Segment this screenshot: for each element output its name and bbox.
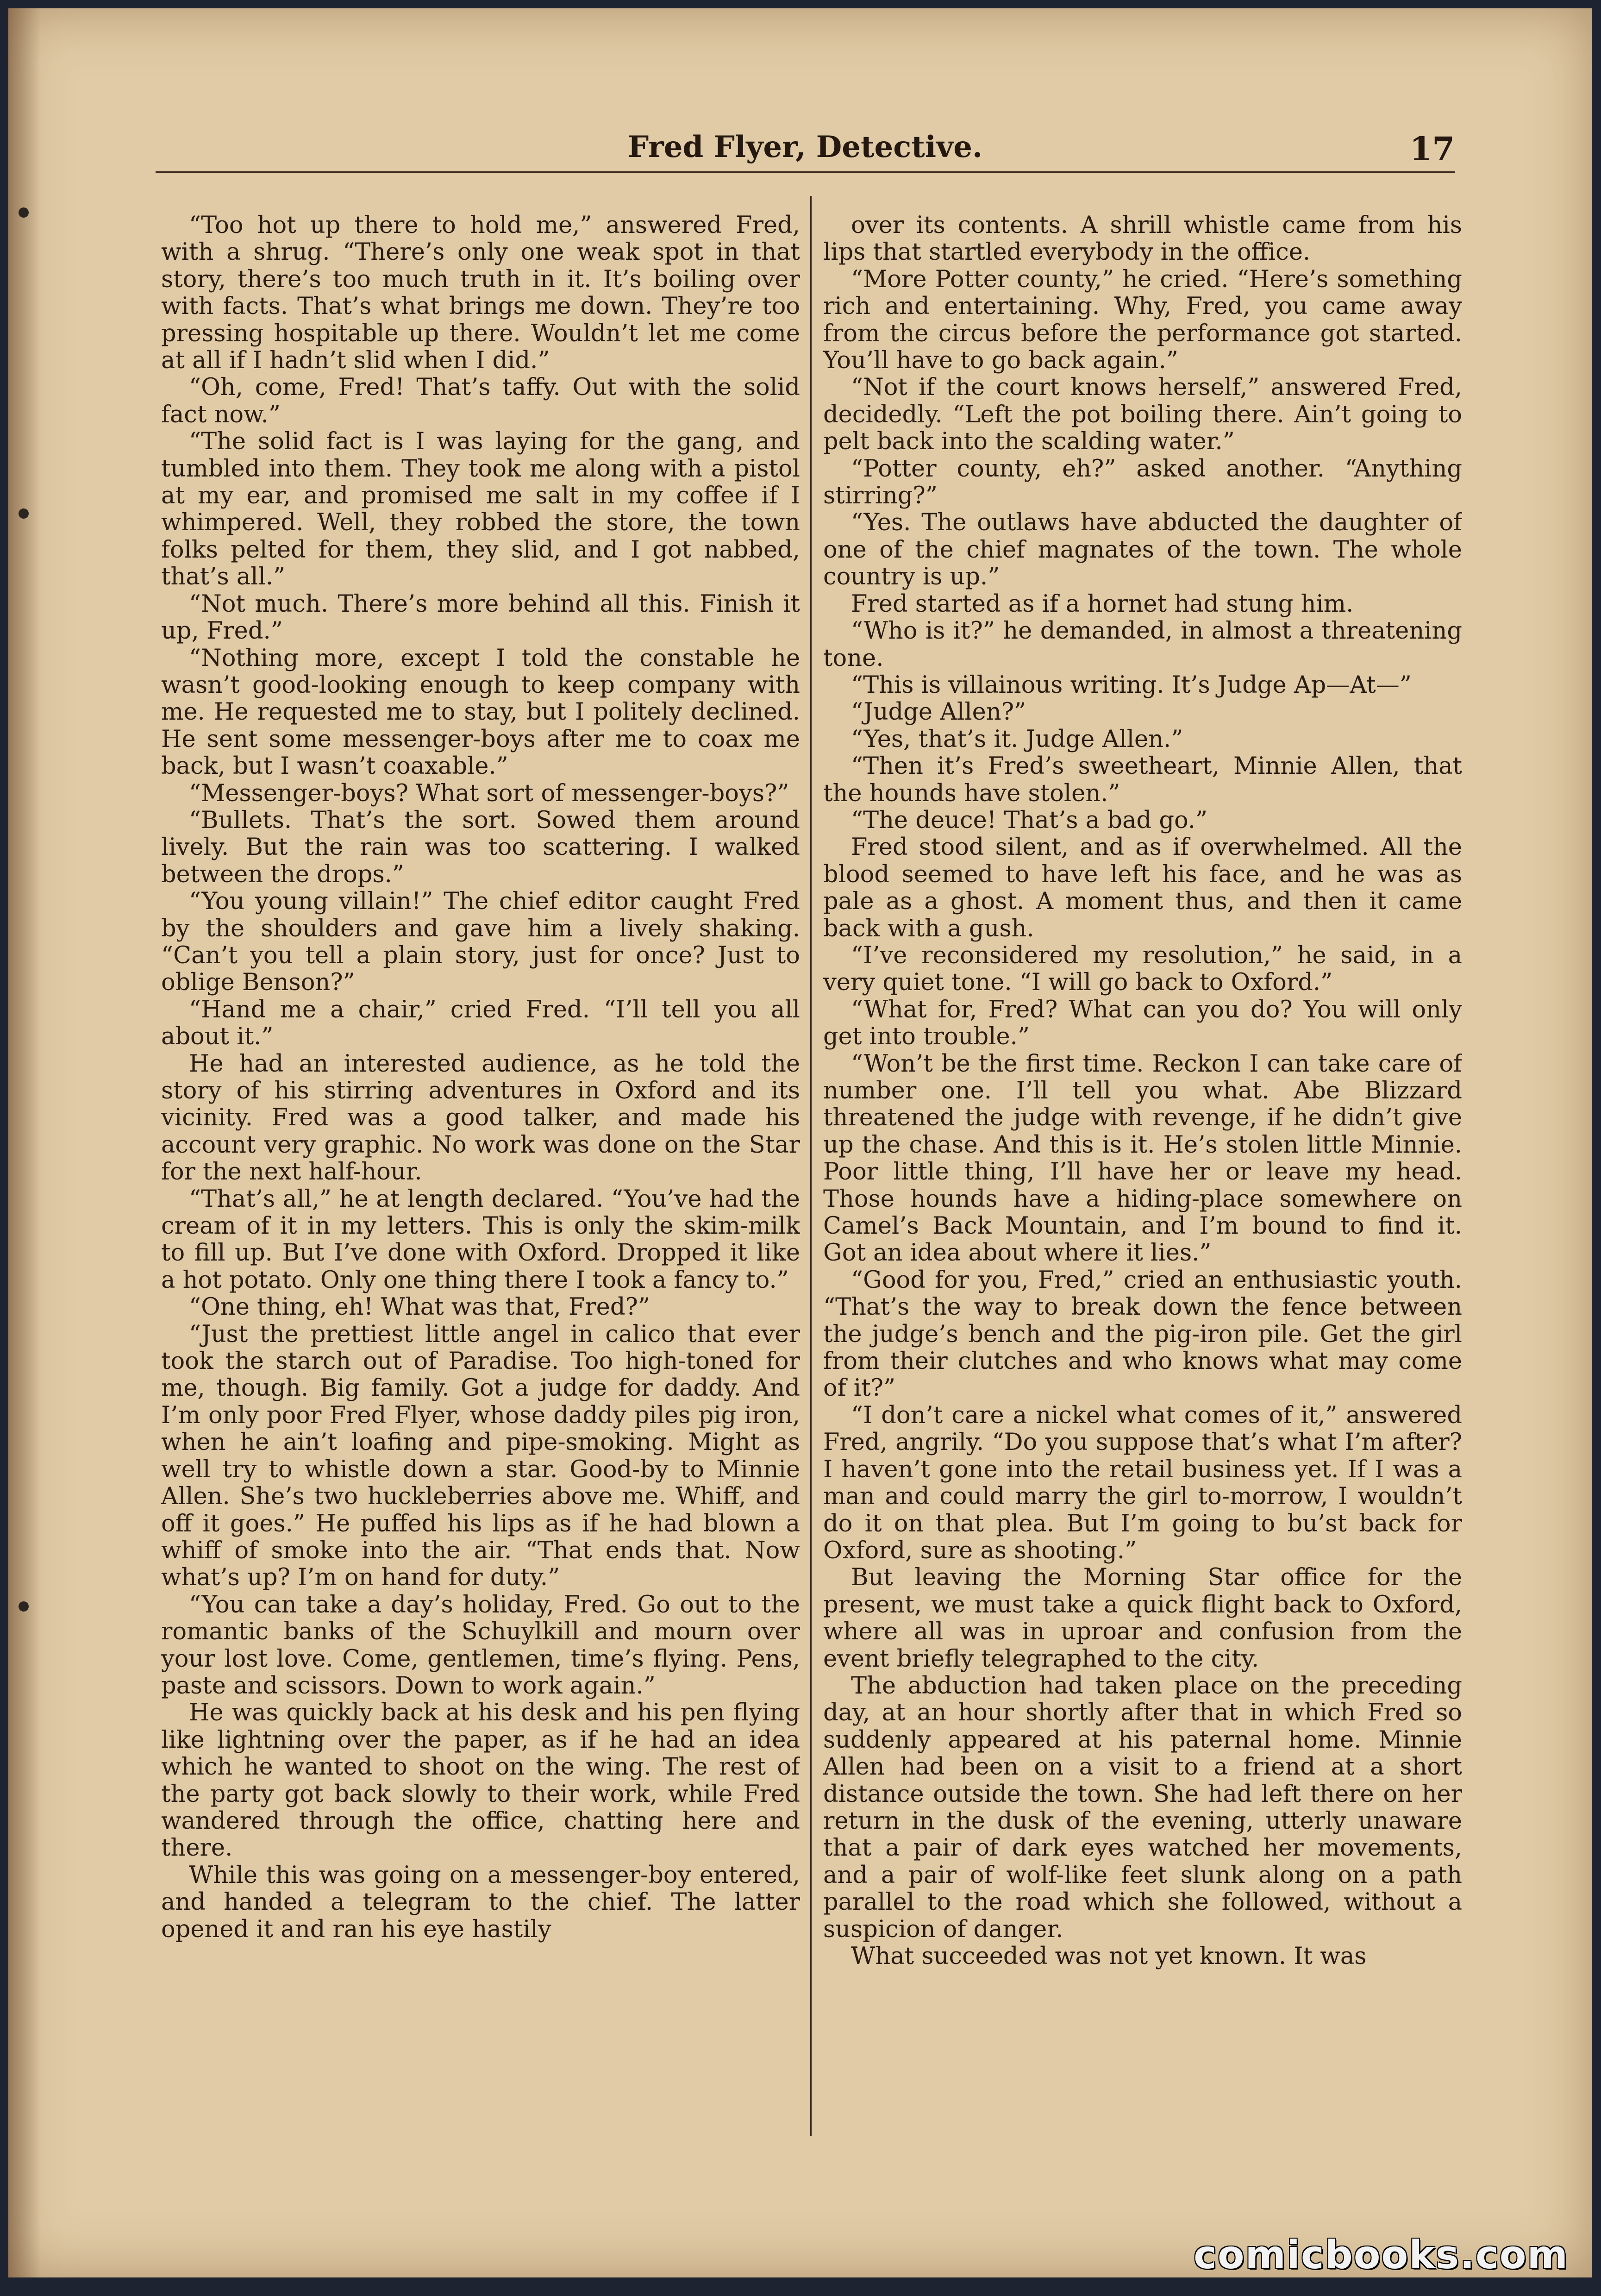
paragraph: “Potter county, eh?” asked another. “Anything stirring?” <box>823 455 1462 510</box>
binding-hole <box>19 207 29 218</box>
paragraph: While this was going on a messenger-boy entered, and handed a telegram to the chief. The latter opened it and ran his eye hastily <box>161 1861 800 1943</box>
page-number: 17 <box>1409 130 1455 168</box>
paragraph: “Too hot up there to hold me,” answered Fred, with a shrug. “There’s only one weak spot in that story, there’s too much truth in it. It’s boiling over with facts. That’s what brings me down. They’re too pressing hospitable up there. Wouldn’t let me come at all if I hadn’t slid when I did.” <box>161 212 800 375</box>
binding-hole <box>19 508 29 519</box>
paragraph: “Good for you, Fred,” cried an enthusiastic youth. “That’s the way to break down the fence between the judge’s bench and the pig-iron pile. Get the girl from their clutches and who knows what may come of it?” <box>823 1266 1462 1402</box>
paragraph: “What for, Fred? What can you do? You will only get into trouble.” <box>823 996 1462 1051</box>
text-column-left <box>161 212 800 2134</box>
paragraph: “This is villainous writing. It’s Judge Ap—At—” <box>851 671 1412 699</box>
paragraph: “Just the prettiest little angel in calico that ever took the starch out of Paradise. Too high-toned for me, though. Big family. Got a judge for daddy. And I’m only poor Fred Flyer, whose daddy piles pig iron, when he ain’t loafing and pipe-smoking. Might as well try to whistle down a star. Good-by to Minnie Allen. She’s two huckleberries above me. Whiff, and off it goes.” He puffed his lips as if he had blown a whiff of smoke into the air. “That ends that. Now what’s up? I’m on hand for duty.” <box>161 1320 800 1592</box>
paragraph: “More Potter county,” he cried. “Here’s something rich and entertaining. Why, Fred, you came away from the circus before the performance got started. You’ll have to go back again.” <box>823 265 1462 375</box>
paragraph: He had an interested audience, as he told the story of his stirring adventures in Oxford and its vicinity. Fred was a good talker, and made his account very graphic. No work was done on the Star for the next half-hour. <box>161 1050 800 1186</box>
watermark: comicbooks.com <box>1194 2232 1569 2277</box>
paragraph: “The deuce! That’s a bad go.” <box>851 806 1208 834</box>
paragraph: “Who is it?” he demanded, in almost a threatening tone. <box>823 617 1462 672</box>
paragraph: “The solid fact is I was laying for the gang, and tumbled into them. They took me along with a pistol at my ear, and promised me salt in my coffee if I whimpered. Well, they robbed the store, the town folks pelted for them, they slid, and I got nabbed, that’s all.” <box>161 428 800 591</box>
paragraph: “Yes. The outlaws have abducted the daughter of one of the chief magnates of the town. The whole country is up.” <box>823 509 1462 591</box>
column-divider <box>810 196 812 2136</box>
paragraph: “Messenger-boys? What sort of messenger-boys?” <box>189 779 789 807</box>
binding-hole <box>19 1601 29 1612</box>
paragraph: “Not much. There’s more behind all this. Finish it up, Fred.” <box>161 590 800 645</box>
paragraph: “That’s all,” he at length declared. “You’ve had the cream of it in my letters. This is only the skim-milk to fill up. But I’ve done with Oxford. Dropped it like a hot potato. Only one thing there I took a fancy to.” <box>161 1185 800 1294</box>
paragraph: “You can take a day’s holiday, Fred. Go out to the romantic banks of the Schuylkill and mourn over your lost love. Come, gentlemen, time’s flying. Pens, paste and scissors. Down to work again.” <box>161 1591 800 1700</box>
text-column-right <box>823 212 1462 2134</box>
paragraph: The abduction had taken place on the preceding day, at an hour shortly after that in which Fred so suddenly appeared at his paternal home. Minnie Allen had been on a visit to a friend at a short distance outside the town. She had left there on her return in the dusk of the evening, utterly unaware that a pair of dark eyes watched her movements, and a pair of wolf-like feet slunk along on a path parallel to the road which she followed, without a suspicion of danger. <box>823 1672 1462 1943</box>
paragraph: “Hand me a chair,” cried Fred. “I’ll tell you all about it.” <box>161 996 800 1051</box>
page-title: Fred Flyer, Detective. <box>627 130 983 164</box>
paragraph: “Not if the court knows herself,” answered Fred, decidedly. “Left the pot boiling there. Ain’t going to pelt back into the scalding water.” <box>823 374 1462 456</box>
paragraph: He was quickly back at his desk and his pen flying like lightning over the paper, as if he had an idea which he wanted to shoot on the wing. The rest of the party got back slowly to their work, while Fred wandered through the office, chatting here and there. <box>161 1699 800 1862</box>
paragraph: “Won’t be the first time. Reckon I can take care of number one. I’ll tell you what. Abe Blizzard threatened the judge with revenge, if he didn’t give up the chase. And this is it. He’s stolen little Minnie. Poor little thing, I’ll have her or leave my head. Those hounds have a hiding-place somewhere on Camel’s Back Mountain, and I’m bound to find it. Got an idea about where it lies.” <box>823 1050 1462 1267</box>
paragraph: “Oh, come, Fred! That’s taffy. Out with the solid fact now.” <box>161 374 800 428</box>
paragraph: “You young villain!” The chief editor caught Fred by the shoulders and gave him a lively shaking. “Can’t you tell a plain story, just for once? Just to oblige Benson?” <box>161 888 800 997</box>
magazine-page <box>8 8 1592 2277</box>
paragraph: “Yes, that’s it. Judge Allen.” <box>851 725 1183 753</box>
paragraph: What succeeded was not yet known. It was <box>851 1943 1367 1970</box>
paragraph: “I’ve reconsidered my resolution,” he said, in a very quiet tone. “I will go back to Oxford.” <box>823 941 1462 997</box>
paragraph: “Then it’s Fred’s sweetheart, Minnie Allen, that the hounds have stolen.” <box>823 753 1462 807</box>
paragraph: over its contents. A shrill whistle came from his lips that startled everybody in the office. <box>823 212 1462 266</box>
paragraph: “Bullets. That’s the sort. Sowed them around lively. But the rain was too scattering. I walked between the drops.” <box>161 806 800 888</box>
running-head <box>156 130 1455 173</box>
paragraph: Fred started as if a hornet had stung him. <box>851 590 1354 618</box>
paragraph: Fred stood silent, and as if overwhelmed. All the blood seemed to have left his face, and he was as pale as a ghost. A moment thus, and then it came back with a gush. <box>823 834 1462 942</box>
paragraph: “One thing, eh! What was that, Fred?” <box>189 1293 650 1321</box>
paragraph: “Nothing more, except I told the constable he wasn’t good-looking enough to keep company with me. He requested me to stay, but I politely declined. He sent some messenger-boys after me to coax me back, but I wasn’t coaxable.” <box>161 644 800 780</box>
paragraph: But leaving the Morning Star office for the present, we must take a quick flight back to Oxford, where all was in uproar and confusion from the event briefly telegraphed to the city. <box>823 1564 1462 1673</box>
paragraph: “Judge Allen?” <box>851 698 1026 726</box>
paragraph: “I don’t care a nickel what comes of it,” answered Fred, angrily. “Do you suppose that’s what I’m after? I haven’t gone into the retail business yet. If I was a man and could marry the girl to-morrow, I wouldn’t do it on that plea. But I’m going to bu’st back for Oxford, sure as shooting.” <box>823 1401 1462 1564</box>
